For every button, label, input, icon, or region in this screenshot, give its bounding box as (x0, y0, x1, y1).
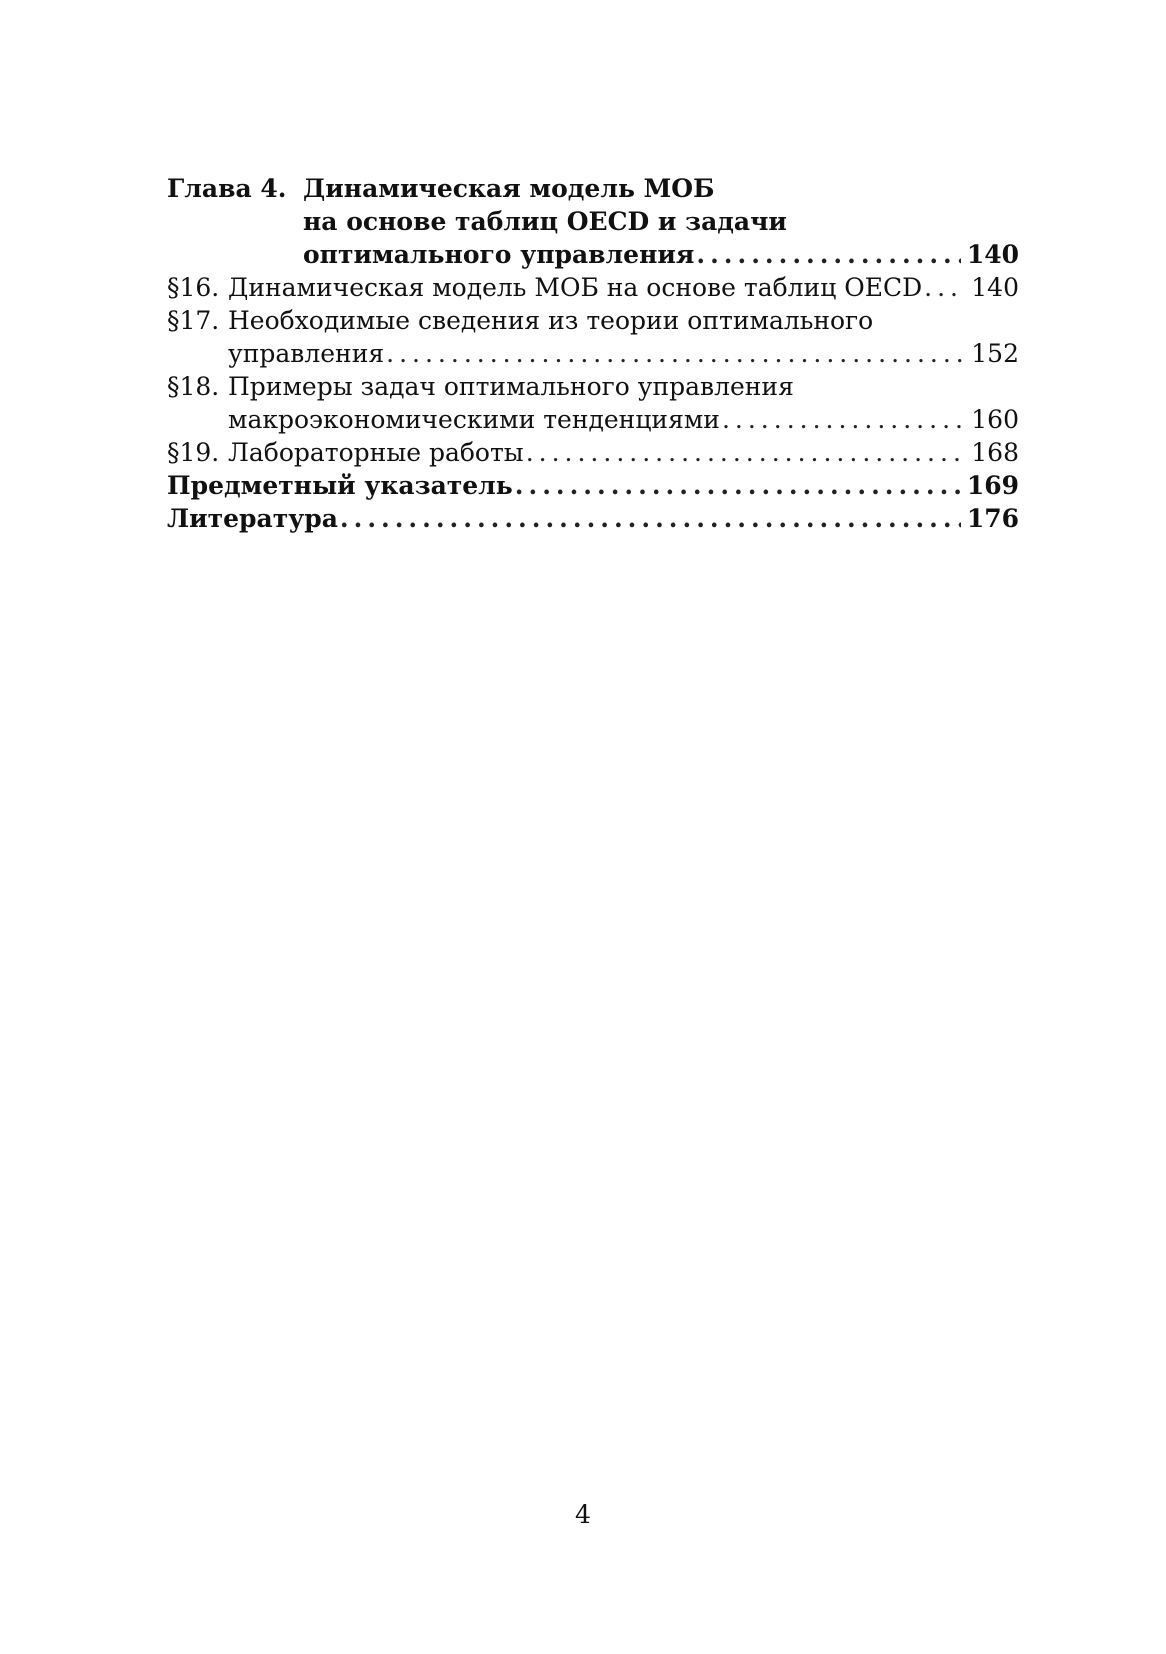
section-title-line2: макроэкономическими тенденциями (228, 405, 720, 434)
toc-section17-line1 (167, 304, 1019, 337)
toc-section18-line1 (167, 370, 1019, 403)
literature-page-ref: 176 (966, 504, 1019, 533)
section-title-line1: Примеры задач оптимального управления (228, 372, 794, 401)
section-page-ref: 152 (971, 339, 1019, 368)
toc-literature[interactable] (167, 502, 1019, 535)
toc-section16[interactable] (167, 271, 1019, 304)
chapter-title-line2: на основе таблиц OECD и задачи (303, 207, 787, 236)
toc-chapter4-line1 (167, 172, 1019, 205)
chapter-page-ref: 140 (966, 240, 1019, 269)
section-title: Динамическая модель МОБ на основе таблиц OECD (228, 273, 923, 302)
toc-chapter4-line3[interactable] (167, 238, 1019, 271)
section-title: Лабораторные работы (228, 438, 524, 467)
dot-leader (340, 502, 961, 535)
literature-title: Литература (167, 504, 338, 533)
dot-leader (526, 436, 965, 469)
subject-index-page-ref: 169 (966, 471, 1019, 500)
section-number: §16. (167, 273, 220, 302)
section-number: §19. (167, 438, 220, 467)
chapter-number: Глава 4. (167, 174, 287, 203)
section-page-ref: 140 (971, 273, 1019, 302)
dot-leader (386, 337, 965, 370)
dot-leader (696, 238, 960, 271)
section-number: §17. (167, 306, 220, 335)
section-page-ref: 160 (971, 405, 1019, 434)
table-of-contents (167, 172, 1019, 535)
dot-leader (924, 271, 965, 304)
toc-section17-line2[interactable] (167, 337, 1019, 370)
toc-subject-index[interactable] (167, 469, 1019, 502)
subject-index-title: Предметный указатель (167, 471, 513, 500)
toc-section18-line2[interactable] (167, 403, 1019, 436)
section-title-line1: Необходимые сведения из теории оптимального (228, 306, 874, 335)
section-title-line2: управления (228, 339, 385, 368)
section-page-ref: 168 (971, 438, 1019, 467)
chapter-title-line1: Динамическая модель МОБ (303, 174, 715, 203)
dot-leader (515, 469, 961, 502)
toc-chapter4-line2 (167, 205, 1019, 238)
section-number: §18. (167, 372, 220, 401)
page-number: 4 (575, 1500, 591, 1529)
chapter-title-line3: оптимального управления (303, 240, 695, 269)
toc-section19[interactable] (167, 436, 1019, 469)
dot-leader (722, 403, 965, 436)
